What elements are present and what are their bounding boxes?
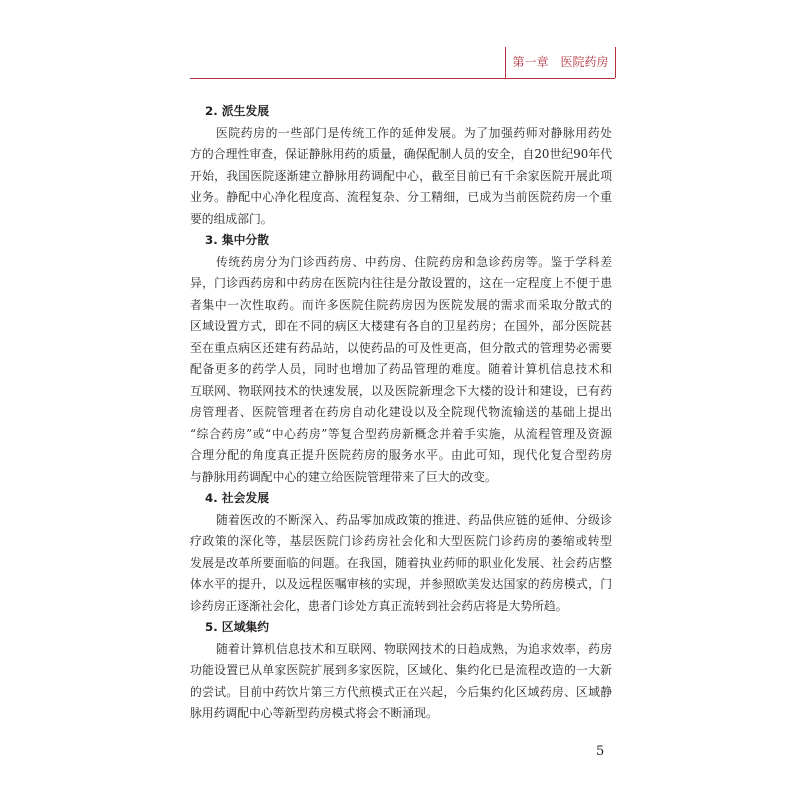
body-text-line: 方的合理性审查，保证静脉用药的质量，确保配制人员的安全，自20世纪90年代 xyxy=(190,147,612,161)
section-heading: 3. 集中分散 xyxy=(205,233,269,247)
body-text xyxy=(190,101,612,725)
body-text-line: 业务。静配中心净化程度高、流程复杂、分工精细，已成为当前医院药房一个重 xyxy=(190,190,612,204)
body-text-line: 合理分配的角度真正提升医院药房的服务水平。由此可知，现代化复合型药房 xyxy=(190,448,612,462)
body-text-line: 传统药房分为门诊西药房、中药房、住院药房和急诊药房等。鉴于学科差 xyxy=(216,254,612,269)
body-text-line: 诊药房正逐渐社会化，患者门诊处方真正流转到社会药店将是大势所趋。 xyxy=(190,598,568,613)
body-text-line: 脉用药调配中心等新型药房模式将会不断涌现。 xyxy=(190,706,438,720)
section-heading: 5. 区域集约 xyxy=(205,620,269,634)
section-heading: 4. 社会发展 xyxy=(205,491,269,505)
body-text-line: 发展是改革所要面临的问题。在我国，随着执业药师的职业化发展、社会药店整 xyxy=(190,555,612,570)
page-number: 5 xyxy=(596,744,605,759)
body-text-line: “综合药房”或“中心药房”等复合型药房新概念并着手实施，从流程管理及资源 xyxy=(190,426,612,441)
section-heading: 2. 派生发展 xyxy=(205,104,269,118)
body-text-line: 要的组成部门。 xyxy=(190,211,273,226)
body-text-line: 者集中一次性取药。而许多医院住院药房因为医院发展的需求而采取分散式的 xyxy=(190,297,612,312)
body-text-line: 房管理者、医院管理者在药房自动化建设以及全院现代物流输送的基础上提出 xyxy=(190,405,612,419)
body-text-line: 功能设置已从单家医院扩展到多家医院，区域化、集约化已是流程改造的一大新 xyxy=(190,663,612,677)
body-text-line: 与静脉用药调配中心的建立给医院管理带来了巨大的改变。 xyxy=(190,469,497,484)
body-text-line: 随着计算机信息技术和互联网、物联网技术的日趋成熟，为追求效率，药房 xyxy=(216,641,612,656)
body-text-line: 互联网、物联网技术的快速发展，以及医院新理念下大楼的设计和建设，已有药 xyxy=(190,383,612,398)
chapter-label: 第一章 xyxy=(512,55,549,69)
body-text-line: 配备更多的药学人员，同时也增加了药品管理的难度。随着计算机信息技术和 xyxy=(190,362,612,376)
body-text-line: 体水平的提升，以及远程医嘱审核的实现，并参照欧美发达国家的药房模式，门 xyxy=(190,577,612,591)
header-rule xyxy=(190,78,615,79)
body-text-line: 医院药房的一些部门是传统工作的延伸发展。为了加强药师对静脉用药处 xyxy=(216,125,612,140)
chapter-title: 医院药房 xyxy=(560,55,609,69)
body-text-line: 至在重点病区还建有药品站，以使药品的可及性更高，但分散式的管理势必需要 xyxy=(190,340,612,355)
body-text-line: 疗政策的深化等，基层医院门诊药房社会化和大型医院门诊药房的萎缩或转型 xyxy=(190,534,612,548)
body-text-line: 区域设置方式，即在不同的病区大楼建有各自的卫星药房；在国外，部分医院甚 xyxy=(190,319,612,333)
body-text-line: 随着医改的不断深入、药品零加成政策的推进、药品供应链的延伸、分级诊 xyxy=(216,512,612,527)
body-text-line: 开始，我国医院逐渐建立静脉用药调配中心，截至目前已有千余家医院开展此项 xyxy=(190,168,612,183)
running-header xyxy=(505,47,616,78)
body-text-line: 异，门诊西药房和中药房在医院内往往是分散设置的，这在一定程度上不便于患 xyxy=(190,276,612,290)
body-text-line: 的尝试。目前中药饮片第三方代煎模式正在兴起，今后集约化区域药房、区域静 xyxy=(190,684,612,699)
